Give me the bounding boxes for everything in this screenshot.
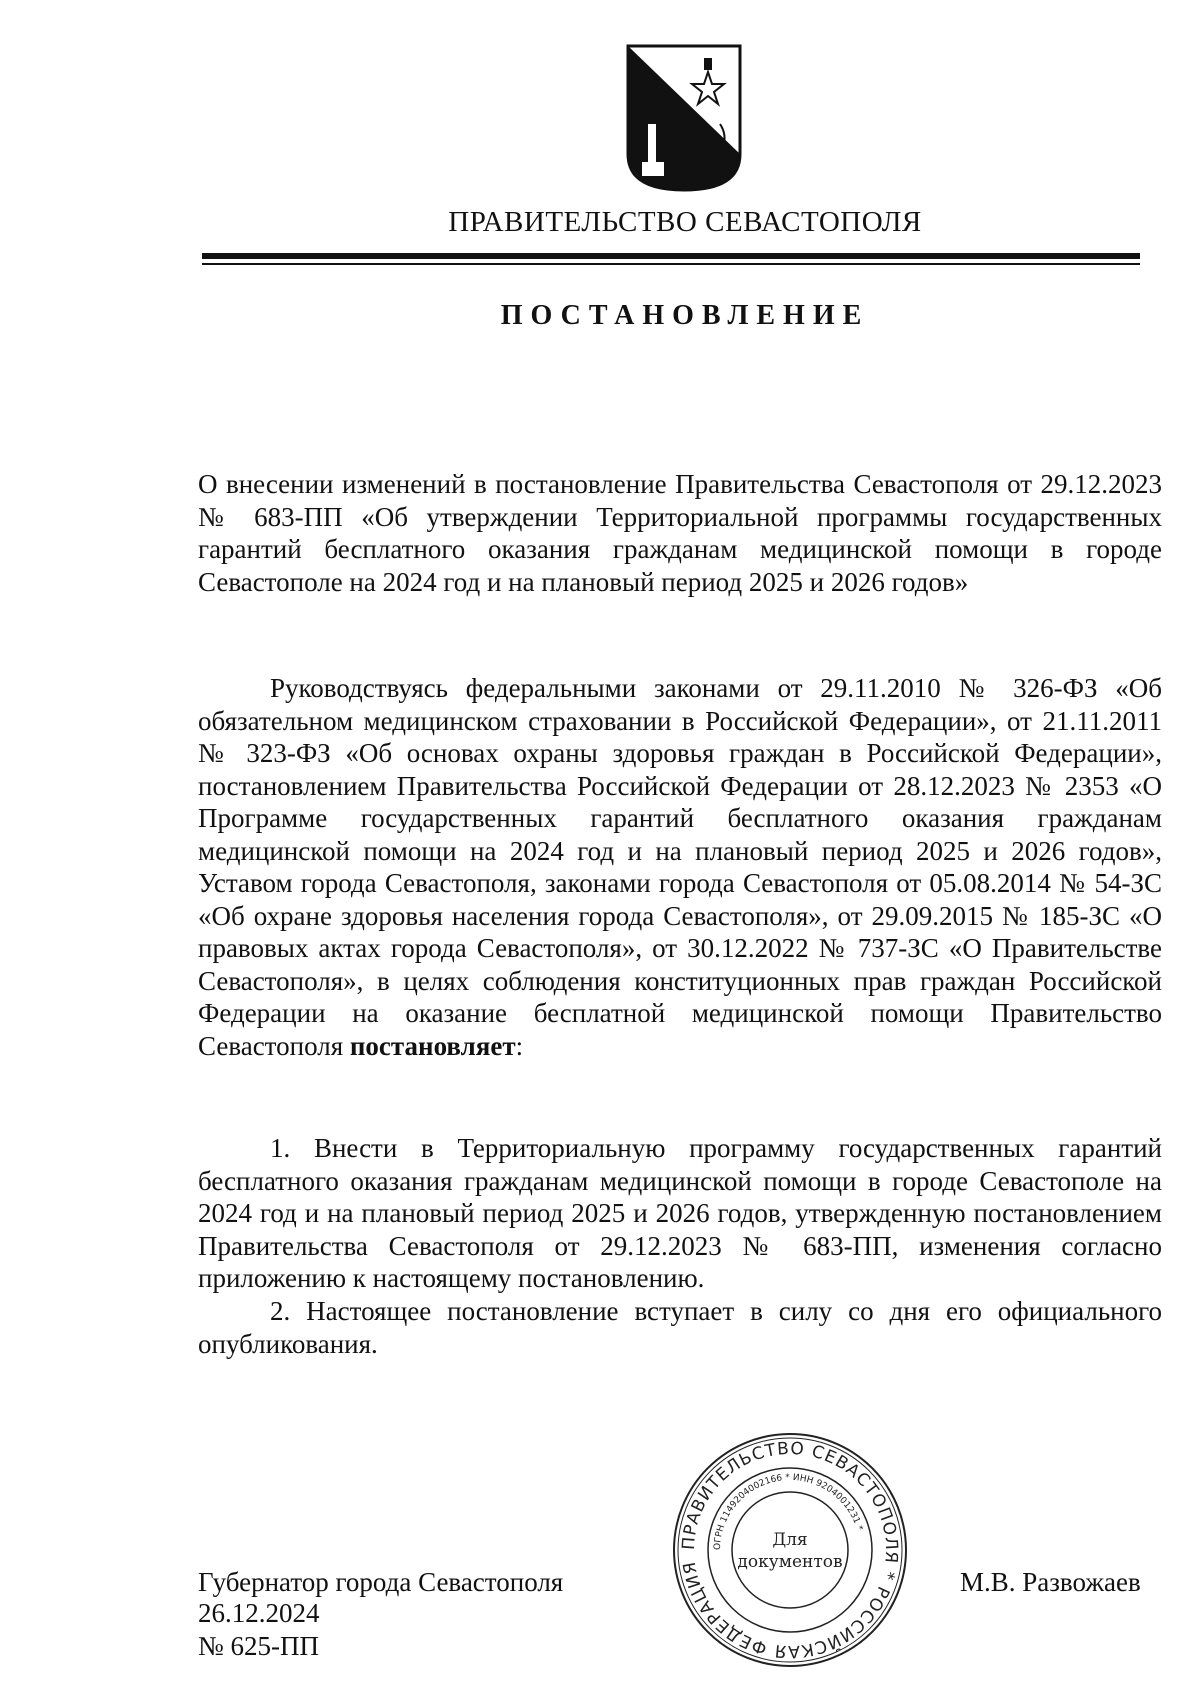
organization-title: ПРАВИТЕЛЬСТВО СЕВАСТОПОЛЯ: [448, 206, 922, 238]
seal-inner-text: ОГРН 1149204002166 * ИНН 9204001231 *: [712, 1472, 865, 1551]
coat-of-arms-emblem: [624, 44, 744, 192]
header-double-rule-thin: [202, 263, 1140, 265]
official-seal-stamp: [670, 1430, 910, 1670]
resolution-item-2: 2. Настоящее постановление вступает в силу со дня его официального опубликования.: [198, 1296, 1162, 1359]
seal-center-line-1: Для: [772, 1530, 808, 1550]
seal-outer-text: ПРАВИТЕЛЬСТВО СЕВАСТОПОЛЯ * РОССИЙСКАЯ ФЕДЕРАЦИЯ: [678, 1438, 902, 1662]
header-double-rule: [202, 253, 1140, 259]
preamble-text: Руководствуясь федеральными законами от 29.11.2010 № 326-ФЗ «Об обязательном медицинском страховании в Российской Федерации», от 21.11.2011 № 323-ФЗ «Об основах охраны здоровья граждан в Российской Федерации», постановлением Правительства Российской Федерации от 28.12.2023 № 2353 «О Программе государственных гарантий бесплатного оказания гражданам медицинской помощи на 2024 год и на плановый период 2025 и 2026 годов», Уставом города Севастополя, законами города Севастополя от 05.08.2014 № 54-ЗС «Об охране здоровья населения города Севастополя», от 29.09.2015 № 185-ЗС «О правовых актах города Севастополя», от 30.12.2022 № 737-ЗС «О Правительстве Севастополя», в целях соблюдения конституционных прав граждан Российской Федерации на оказание бесплатной медицинской помощи Правительство Севастополя: [198, 673, 1162, 1061]
preamble-paragraph: [198, 672, 1162, 1062]
signer-title: Губернатор города Севастополя: [198, 1567, 564, 1597]
document-subject: О внесении изменений в постановление Правительства Севастополя от 29.12.2023 № 683-ПП «Об утверждении Территориальной программы государственных гарантий бесплатного оказания гражданам медицинской помощи в городе Севастополе на 2024 год и на плановый период 2025 и 2026 годов»: [198, 469, 1162, 597]
signer-name: М.В. Развожаев: [960, 1567, 1141, 1597]
resolution-item-1: 1. Внести в Территориальную программу государственных гарантий бесплатного оказания гражданам медицинской помощи в городе Севастополе на 2024 год и на плановый период 2025 и 2026 годов, утвержденную постановлением Правительства Севастополя от 29.12.2023 № 683-ПП, изменения согласно приложению к настоящему постановлению.: [198, 1133, 1162, 1293]
seal-center-line-2: документов: [737, 1552, 843, 1572]
resolves-colon: :: [515, 1030, 524, 1061]
document-date: 26.12.2024: [198, 1598, 320, 1628]
document-number: № 625-ПП: [198, 1631, 319, 1661]
resolves-word: постановляет: [349, 1030, 516, 1061]
document-type-heading: ПОСТАНОВЛЕНИЕ: [500, 300, 870, 331]
